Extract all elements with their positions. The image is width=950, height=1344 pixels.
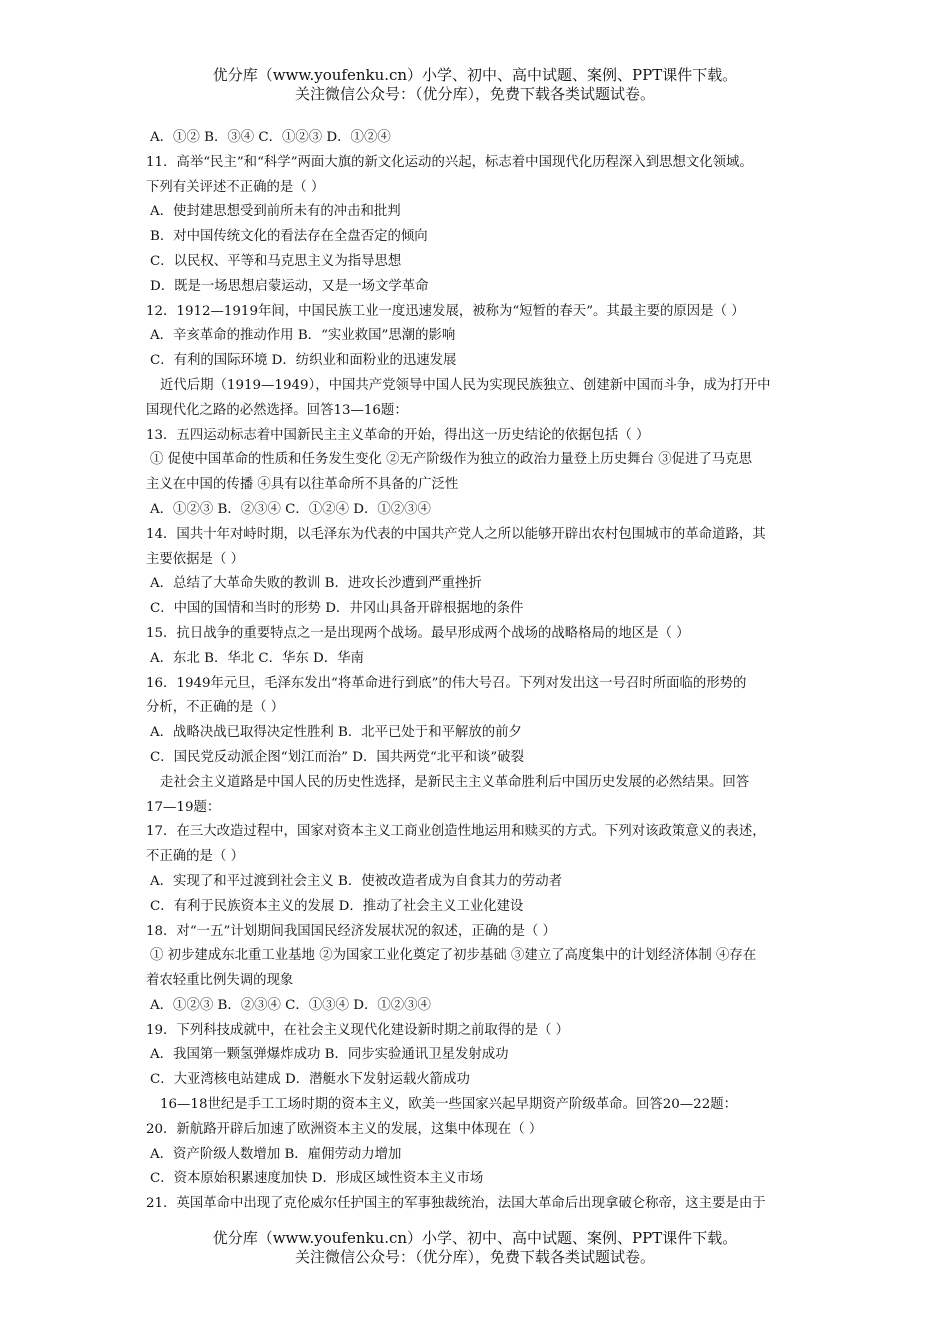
text-line: 分析，不正确的是（ ） xyxy=(146,700,285,716)
text-line: 13．五四运动标志着中国新民主主义革命的开始，得出这一历史结论的依据包括（ ） xyxy=(146,427,650,443)
text-line: 主要依据是（ ） xyxy=(146,551,244,567)
text-line: 16．1949年元旦，毛泽东发出“将革命进行到底”的伟大号召。下列对发出这一号召时所面临的形势的 xyxy=(146,675,747,691)
text-line: A．我国第一颗氢弹爆炸成功 B．同步实验通讯卫星发射成功 xyxy=(150,1047,509,1063)
text-line: B．对中国传统文化的看法存在全盘否定的倾向 xyxy=(150,229,428,245)
text-line: 19．下列科技成就中，在社会主义现代化建设新时期之前取得的是（ ） xyxy=(146,1022,570,1038)
footer-line-1: 优分库（www.youfenku.cn）小学、初中、高中试题、案例、PPT课件下载。 xyxy=(212,1229,738,1247)
text-line: C．大亚湾核电站建成 D．潜艇水下发射运载火箭成功 xyxy=(150,1072,470,1088)
text-line: 15．抗日战争的重要特点之一是出现两个战场。最早形成两个战场的战略格局的地区是（ ） xyxy=(146,625,690,641)
text-line: 走社会主义道路是中国人民的历史性选择，是新民主主义革命胜利后中国历史发展的必然结果。回答 xyxy=(160,774,750,790)
text-line: A．使封建思想受到前所未有的冲击和批判 xyxy=(150,204,401,220)
text-line: A．总结了大革命失败的教训 B．进攻长沙遭到严重挫折 xyxy=(150,576,482,592)
text-line: A．①② B．③④ C．①②③ D．①②④ xyxy=(150,130,391,145)
text-line: A．辛亥革命的推动作用 B．“实业救国”思潮的影响 xyxy=(150,328,456,344)
text-line: A．①②③ B．②③④ C．①③④ D．①②③④ xyxy=(150,997,431,1013)
text-line: 12．1912—1919年间，中国民族工业一度迅速发展，被称为“短暂的春天”。其最主要的原因是（ ） xyxy=(146,303,745,319)
text-line: 14．国共十年对峙时期，以毛泽东为代表的中国共产党人之所以能够开辟出农村包围城市的革命道路，其 xyxy=(146,526,766,542)
page-footer xyxy=(0,1229,950,1267)
text-line: A．东北 B．华北 C．华东 D．华南 xyxy=(150,650,364,666)
text-line: 18．对“一五”计划期间我国国民经济发展状况的叙述，正确的是（ ） xyxy=(146,923,556,939)
text-line: 21．英国革命中出现了克伦威尔任护国主的军事独裁统治，法国大革命后出现拿破仑称帝，这主要是由于 xyxy=(146,1196,766,1212)
text-line: 17—19题： xyxy=(146,799,221,815)
document-body xyxy=(146,126,818,1217)
header-line-1: 优分库（www.youfenku.cn）小学、初中、高中试题、案例、PPT课件下载。 xyxy=(212,66,738,84)
text-line: ① 初步建成东北重工业基地 ②为国家工业化奠定了初步基础 ③建立了高度集中的计划经济体制 ④存在 xyxy=(150,948,757,964)
text-line: 着农轻重比例失调的现象 xyxy=(146,973,294,989)
text-line: 11．高举“民主”和“科学”两面大旗的新文化运动的兴起，标志着中国现代化历程深入到思想文化领域。 xyxy=(146,154,753,170)
text-line: A．实现了和平过渡到社会主义 B．使被改造者成为自食其力的劳动者 xyxy=(150,873,563,889)
text-line: D．既是一场思想启蒙运动，又是一场文学革命 xyxy=(150,278,429,294)
text-line: ① 促使中国革命的性质和任务发生变化 ②无产阶级作为独立的政治力量登上历史舞台 ③促进了马克思 xyxy=(150,452,752,468)
text-line: 不正确的是（ ） xyxy=(146,849,244,865)
text-line: A．①②③ B．②③④ C．①②④ D．①②③④ xyxy=(150,501,431,517)
text-line: C．中国的国情和当时的形势 D．井冈山具备开辟根据地的条件 xyxy=(150,601,524,617)
text-line: C．有利的国际环境 D．纺织业和面粉业的迅速发展 xyxy=(150,353,457,369)
text-line: A．资产阶级人数增加 B．雇佣劳动力增加 xyxy=(150,1146,402,1162)
text-line: C．国民党反动派企图“划江而治” D．国共两党“北平和谈”破裂 xyxy=(150,749,524,765)
text-line: C．资本原始积累速度加快 D．形成区域性资本主义市场 xyxy=(150,1171,484,1187)
text-line: 国现代化之路的必然选择。回答13—16题： xyxy=(146,402,408,418)
text-line: 20．新航路开辟后加速了欧洲资本主义的发展，这集中体现在（ ） xyxy=(146,1121,543,1137)
text-line: A．战略决战已取得决定性胜利 B．北平已处于和平解放的前夕 xyxy=(150,725,522,741)
page-header xyxy=(0,66,950,104)
header-line-2: 关注微信公众号：（优分库），免费下载各类试题试卷。 xyxy=(294,85,655,103)
text-line: 16—18世纪是手工工场时期的资本主义，欧美一些国家兴起早期资产阶级革命。回答20—22题： xyxy=(160,1097,737,1113)
text-line: C．以民权、平等和马克思主义为指导思想 xyxy=(150,253,402,269)
text-line: 近代后期（1919—1949），中国共产党领导中国人民为实现民族独立、创建新中国而斗争，成为打开中 xyxy=(160,377,771,393)
footer-line-2: 关注微信公众号：（优分库），免费下载各类试题试卷。 xyxy=(294,1248,655,1266)
text-line: 下列有关评述不正确的是（ ） xyxy=(146,179,325,195)
text-line: 主义在中国的传播 ④具有以往革命所不具备的广泛性 xyxy=(146,477,459,493)
text-line: C．有利于民族资本主义的发展 D．推动了社会主义工业化建设 xyxy=(150,898,524,914)
text-line: 17．在三大改造过程中，国家对资本主义工商业创造性地运用和赎买的方式。下列对该政策意义的表述， xyxy=(146,824,766,840)
